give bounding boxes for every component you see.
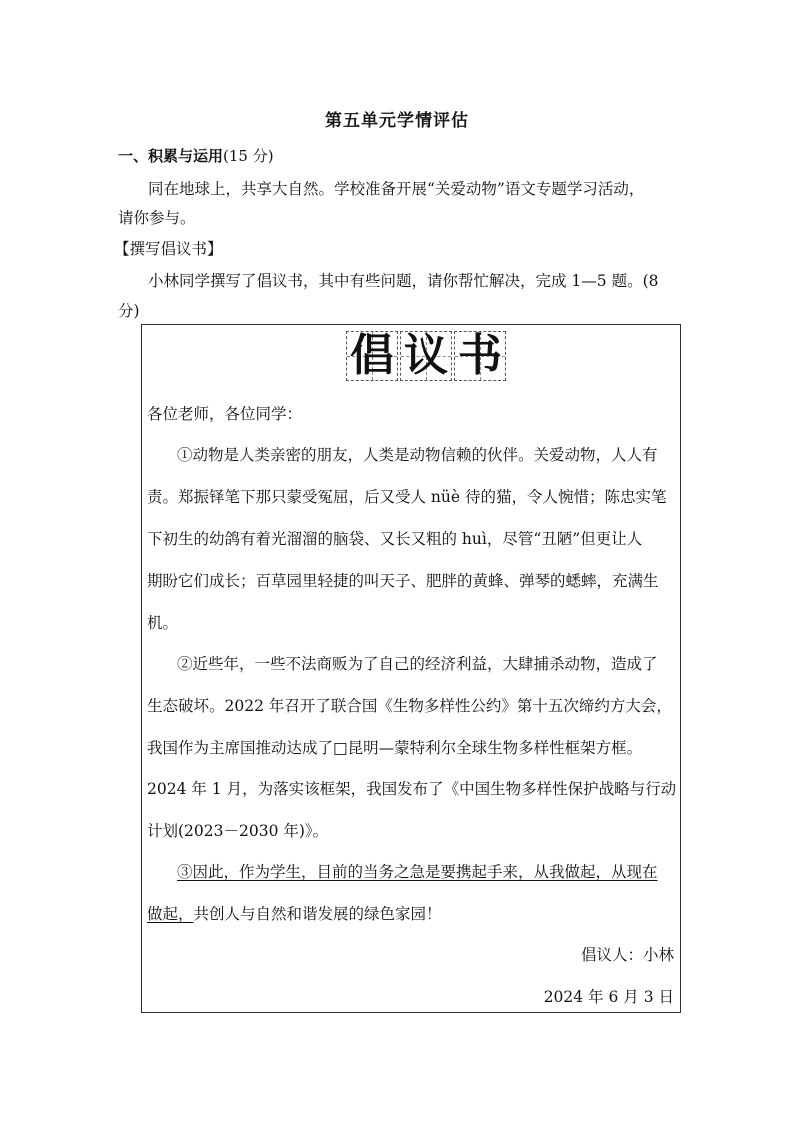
signature: 倡议人：小林	[580, 946, 674, 964]
banner-char: 书	[458, 330, 502, 381]
letter-line: ②近些年，一些不法商贩为了自己的经济利益，大肆捕杀动物，造成了	[177, 655, 658, 673]
intro-line-1: 同在地球上，共享大自然。学校准备开展“关爱动物”语文专题学习活动，	[148, 180, 645, 198]
greeting: 各位老师，各位同学：	[147, 405, 303, 423]
letter-line: 下初生的幼鸽有着光溜溜的脑袋、又长又粗的 huì，尽管“丑陋”但更让人	[147, 530, 643, 548]
section-head: 一、积累与运用	[118, 147, 224, 165]
page-title: 第五单元学情评估	[325, 111, 469, 131]
letter-line	[147, 902, 442, 924]
intro-line-2: 请你参与。	[118, 209, 196, 227]
letter-line: 机。	[147, 614, 179, 632]
task-desc-line-2: 分)	[118, 302, 140, 320]
letter-line: 计划(2023－2030 年)》。	[147, 822, 329, 840]
letter-line: 生态破坏。2022 年召开了联合国《生物多样性公约》第十五次缔约方大会，	[147, 697, 672, 715]
banner-cell	[400, 331, 452, 381]
letter-line: 2024 年 1 月，为落实该框架，我国发布了《中国生物多样性保护战略与行动	[147, 780, 677, 798]
letter-line: 期盼它们成长；百草园里轻捷的叫天子、肥胖的黄蜂、弹琴的蟋蟀，充满生	[147, 572, 659, 590]
letter-line-rest: 共创人与自然和谐发展的绿色家园！	[193, 905, 442, 923]
letter-line: 我国作为主席国推动达成了□昆明—蒙特利尔全球生物多样性框架方框。	[147, 739, 643, 757]
banner-char: 倡	[350, 330, 394, 381]
section-points: (15 分)	[223, 147, 274, 165]
underlined-sentence: ③因此，作为学生，目前的当务之急是要携起手来，从我做起，从现在	[177, 863, 658, 881]
banner-title	[346, 331, 508, 381]
banner-cell	[346, 331, 398, 381]
proposal-letter-box	[141, 324, 681, 1013]
task-title: 【撰写倡议书】	[114, 240, 223, 258]
banner-char: 议	[404, 330, 448, 381]
letter-line: 责。郑振铎笔下那只蒙受冤屈，后又受人 nüè 待的猫，令人惋惜；陈忠实笔	[147, 488, 667, 506]
section-heading	[118, 145, 274, 166]
task-desc-line-1: 小林同学撰写了倡议书，其中有些问题，请你帮忙解决，完成 1—5 题。(8	[148, 272, 659, 290]
underlined-sentence-end: 做起，	[147, 905, 194, 923]
letter-line: ①动物是人类亲密的朋友，人类是动物信赖的伙伴。关爱动物，人人有	[177, 446, 658, 464]
banner-cell	[454, 331, 506, 381]
date: 2024 年 6 月 3 日	[543, 988, 674, 1006]
